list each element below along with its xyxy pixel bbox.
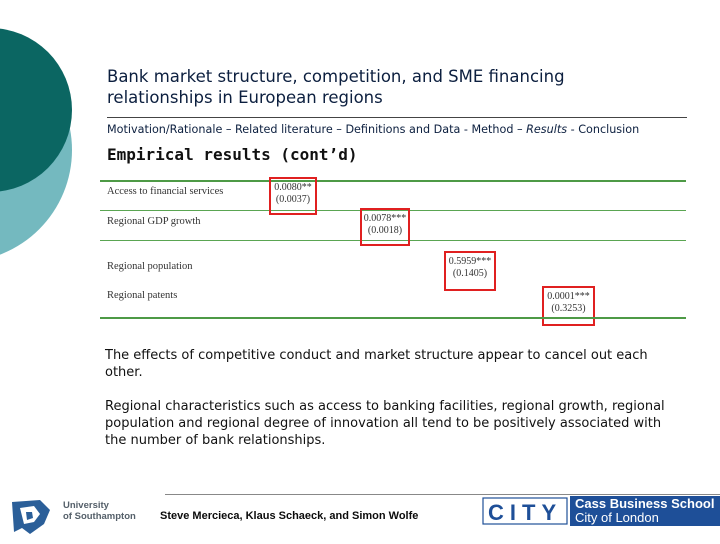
row-label-access: Access to financial services <box>107 186 224 197</box>
university-line-1: University <box>63 500 109 511</box>
university-line-2: of Southampton <box>63 511 136 522</box>
nav-suffix: - Conclusion <box>567 123 640 136</box>
coef-value: 0.0001*** <box>547 291 590 302</box>
title-divider <box>107 117 687 118</box>
section-navigation <box>107 123 707 136</box>
cass-name: Cass Business School <box>575 496 715 511</box>
coef-box-access <box>269 177 317 215</box>
coef-value: 0.0080** <box>274 182 312 193</box>
footer-divider <box>165 494 720 495</box>
body-paragraph-2: Regional characteristics such as access to banking facilities, regional growth, regional population and regional degree of innovation all tend to be positively associated with the number of bank relationships. <box>105 399 665 448</box>
body-paragraph-1: The effects of competitive conduct and market structure appear to cancel out each other. <box>105 348 648 380</box>
decorative-circles <box>0 0 90 300</box>
coef-box-population <box>444 251 496 291</box>
results-table <box>100 180 686 320</box>
cass-subname: City of London <box>575 510 659 525</box>
university-name <box>63 500 136 522</box>
coef-box-gdp <box>360 208 410 246</box>
slide-title: Bank market structure, competition, and SME financing relationships in European regions <box>107 67 565 107</box>
city-logo-text: CITY <box>488 500 563 525</box>
coef-box-patents <box>542 286 595 326</box>
coef-se: (0.0018) <box>367 225 403 236</box>
coef-value: 0.0078*** <box>363 213 407 224</box>
city-logo <box>481 496 569 526</box>
row-label-population: Regional population <box>107 261 193 272</box>
cass-logo-text <box>575 497 714 525</box>
row-label-patents: Regional patents <box>107 290 178 301</box>
table-bottom-rule <box>100 317 686 319</box>
authors-credit: Steve Mercieca, Klaus Schaeck, and Simon Wolfe <box>160 510 419 522</box>
coef-se: (0.1405) <box>452 268 488 279</box>
row-label-gdp: Regional GDP growth <box>107 216 201 227</box>
nav-prefix: Motivation/Rationale – Related literature – Definitions and Data - Method – <box>107 123 527 136</box>
coef-value: 0.5959*** <box>448 256 492 267</box>
section-heading: Empirical results (cont’d) <box>107 145 358 164</box>
coef-se: (0.0037) <box>275 194 311 205</box>
table-top-rule <box>100 180 686 182</box>
coef-se: (0.3253) <box>551 303 586 314</box>
nav-current-section: Results <box>526 123 568 136</box>
